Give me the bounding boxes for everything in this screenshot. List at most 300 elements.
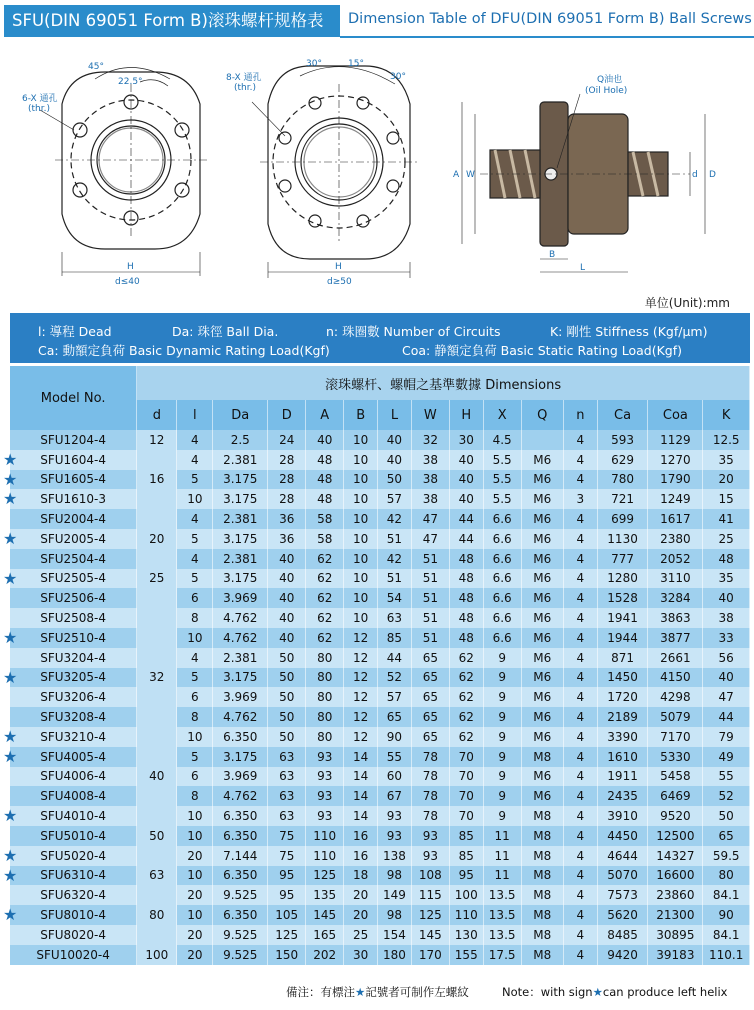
cell-x: 9	[483, 747, 521, 767]
cell-h: 62	[449, 687, 483, 707]
model-cell: SFU2508-4	[10, 608, 137, 628]
cell-l: 57	[378, 489, 412, 509]
cell-w: 51	[411, 549, 449, 569]
cell-d: 50	[268, 648, 306, 668]
model-cell: SFU3208-4	[10, 707, 137, 727]
cell-x: 6.6	[483, 549, 521, 569]
cell-h: 62	[449, 727, 483, 747]
thr-label-1: (thr.)	[28, 104, 50, 114]
cell-w: 32	[411, 430, 449, 450]
cell-w: 65	[411, 648, 449, 668]
cell-k: 40	[703, 588, 750, 608]
cell-n: 4	[563, 707, 597, 727]
cell-q: M6	[521, 628, 563, 648]
cell-d: 25	[137, 569, 177, 589]
cell-n: 4	[563, 588, 597, 608]
cell-coa: 2661	[648, 648, 703, 668]
cell-w: 38	[411, 489, 449, 509]
cell-l: 20	[177, 846, 213, 866]
cell-d: 50	[268, 668, 306, 688]
cell-n: 4	[563, 727, 597, 747]
cell-b: 12	[344, 727, 378, 747]
angle-label-15: 15°	[348, 59, 364, 69]
cell-l: 138	[378, 846, 412, 866]
cell-q	[521, 430, 563, 450]
cell-l: 10	[177, 628, 213, 648]
cell-ca: 1610	[597, 747, 648, 767]
table-row	[10, 430, 750, 450]
cell-l: 8	[177, 786, 213, 806]
header	[0, 0, 754, 40]
cell-a: 58	[306, 509, 344, 529]
cell-b: 12	[344, 648, 378, 668]
cell-k: 50	[703, 806, 750, 826]
column-header: W	[411, 400, 449, 430]
cell-k: 90	[703, 905, 750, 925]
model-cell: SFU2504-4	[10, 549, 137, 569]
cell-h: 48	[449, 549, 483, 569]
cell-b: 10	[344, 450, 378, 470]
cell-l: 10	[177, 826, 213, 846]
cell-ca: 8485	[597, 925, 648, 945]
model-cell: SFU3206-4	[10, 687, 137, 707]
cell-b: 10	[344, 608, 378, 628]
cell-h: 44	[449, 509, 483, 529]
star-icon: ★	[3, 865, 18, 885]
legend-da: Da: 珠徑 Ball Dia.	[171, 324, 279, 339]
model-cell: SFU1204-4	[10, 430, 137, 450]
d-cond-2: d≥50	[327, 277, 352, 287]
cell-coa: 7170	[648, 727, 703, 747]
cell-w: 65	[411, 707, 449, 727]
cell-q: M6	[521, 687, 563, 707]
cell-ca: 3910	[597, 806, 648, 826]
cell-h: 62	[449, 648, 483, 668]
table-row	[10, 648, 750, 668]
cell-q: M6	[521, 588, 563, 608]
star-icon: ★	[3, 568, 18, 588]
cell-h: 48	[449, 628, 483, 648]
technical-drawings	[0, 44, 754, 294]
cell-d: 50	[268, 687, 306, 707]
column-header: B	[344, 400, 378, 430]
cell-da: 4.762	[213, 628, 268, 648]
cell-l: 93	[378, 806, 412, 826]
cell-w: 115	[411, 885, 449, 905]
cell-a: 62	[306, 569, 344, 589]
cell-n: 4	[563, 687, 597, 707]
cell-h: 110	[449, 905, 483, 925]
cell-b: 10	[344, 588, 378, 608]
unit-label: 单位(Unit):mm	[644, 296, 730, 310]
cell-q: M6	[521, 668, 563, 688]
star-icon: ★	[3, 746, 18, 766]
cell-l: 51	[378, 569, 412, 589]
cell-w: 47	[411, 509, 449, 529]
cell-coa: 30895	[648, 925, 703, 945]
cell-l: 90	[378, 727, 412, 747]
cell-q: M8	[521, 747, 563, 767]
cell-h: 62	[449, 707, 483, 727]
cell-coa: 1129	[648, 430, 703, 450]
cell-h: 130	[449, 925, 483, 945]
column-header: H	[449, 400, 483, 430]
cell-b: 14	[344, 806, 378, 826]
cell-a: 165	[306, 925, 344, 945]
cell-l: 154	[378, 925, 412, 945]
star-icon: ★	[3, 469, 18, 489]
cell-b: 25	[344, 925, 378, 945]
cell-a: 80	[306, 687, 344, 707]
cell-h: 95	[449, 866, 483, 886]
cell-coa: 3877	[648, 628, 703, 648]
cell-k: 47	[703, 687, 750, 707]
model-cell: SFU4010-4	[10, 806, 137, 826]
cell-b: 14	[344, 747, 378, 767]
cell-k: 35	[703, 569, 750, 589]
cell-da: 3.969	[213, 588, 268, 608]
cell-l: 20	[177, 925, 213, 945]
model-cell: SFU2505-4	[10, 569, 137, 589]
cell-da: 9.525	[213, 945, 268, 965]
cell-q: M8	[521, 885, 563, 905]
cell-d	[137, 747, 177, 767]
table-row	[10, 826, 750, 846]
cell-x: 5.5	[483, 489, 521, 509]
cell-w: 170	[411, 945, 449, 965]
cell-x: 13.5	[483, 905, 521, 925]
cell-coa: 4298	[648, 687, 703, 707]
cell-a: 93	[306, 747, 344, 767]
h-label-2: H	[335, 262, 342, 272]
cell-da: 4.762	[213, 786, 268, 806]
cell-x: 9	[483, 727, 521, 747]
cell-b: 20	[344, 885, 378, 905]
cell-ca: 4644	[597, 846, 648, 866]
cell-d	[137, 648, 177, 668]
cell-x: 11	[483, 826, 521, 846]
dim-a-label: A	[453, 170, 460, 180]
cell-n: 4	[563, 450, 597, 470]
cell-ca: 721	[597, 489, 648, 509]
dims-header: 滚珠螺杆、螺帽之基準數據 Dimensions	[137, 366, 750, 400]
cell-coa: 5079	[648, 707, 703, 727]
star-icon: ★	[3, 905, 18, 925]
model-cell: SFU3204-4	[10, 648, 137, 668]
cell-d: 40	[268, 588, 306, 608]
cell-da: 9.525	[213, 925, 268, 945]
model-cell: SFU8010-4	[10, 905, 137, 925]
column-header: Ca	[597, 400, 648, 430]
cell-k: 44	[703, 707, 750, 727]
cell-b: 12	[344, 707, 378, 727]
cell-n: 3	[563, 489, 597, 509]
star-icon: ★	[3, 727, 18, 746]
table-row	[10, 866, 750, 886]
cell-coa: 1249	[648, 489, 703, 509]
cell-d: 100	[137, 945, 177, 965]
cell-n: 4	[563, 549, 597, 569]
cell-l: 8	[177, 608, 213, 628]
cell-b: 10	[344, 489, 378, 509]
cell-x: 11	[483, 866, 521, 886]
table-row	[10, 529, 750, 549]
cell-x: 11	[483, 846, 521, 866]
cell-d	[137, 925, 177, 945]
cell-l: 44	[378, 648, 412, 668]
cell-da: 2.381	[213, 450, 268, 470]
cell-h: 44	[449, 529, 483, 549]
model-cell: SFU4005-4	[10, 747, 137, 767]
cell-w: 65	[411, 668, 449, 688]
cell-ca: 1720	[597, 687, 648, 707]
cell-w: 108	[411, 866, 449, 886]
cell-a: 125	[306, 866, 344, 886]
table-row	[10, 470, 750, 490]
cell-d: 105	[268, 905, 306, 925]
cell-l: 42	[378, 549, 412, 569]
cell-h: 70	[449, 806, 483, 826]
cell-w: 47	[411, 529, 449, 549]
cell-q: M8	[521, 806, 563, 826]
cell-d	[137, 707, 177, 727]
table-row	[10, 668, 750, 688]
column-header: Da	[213, 400, 268, 430]
cell-d: 28	[268, 450, 306, 470]
cell-k: 49	[703, 747, 750, 767]
cell-l: 6	[177, 588, 213, 608]
table-row	[10, 925, 750, 945]
table-row	[10, 846, 750, 866]
legend	[10, 313, 750, 363]
cell-l: 42	[378, 509, 412, 529]
cell-q: M6	[521, 569, 563, 589]
cell-b: 10	[344, 549, 378, 569]
cell-ca: 4450	[597, 826, 648, 846]
cell-n: 4	[563, 786, 597, 806]
cell-d: 150	[268, 945, 306, 965]
cell-x: 9	[483, 707, 521, 727]
oil-hole-en: (Oil Hole)	[585, 86, 628, 96]
cell-h: 100	[449, 885, 483, 905]
cell-h: 40	[449, 450, 483, 470]
cell-n: 4	[563, 826, 597, 846]
cell-da: 2.381	[213, 549, 268, 569]
table-row	[10, 885, 750, 905]
cell-k: 79	[703, 727, 750, 747]
cell-d: 32	[137, 668, 177, 688]
holes-label-8: 8-X 通孔	[226, 73, 262, 83]
cell-x: 9	[483, 668, 521, 688]
cell-w: 65	[411, 687, 449, 707]
cell-l: 85	[378, 628, 412, 648]
cell-coa: 2380	[648, 529, 703, 549]
cell-k: 25	[703, 529, 750, 549]
column-header: l	[177, 400, 213, 430]
cell-l: 149	[378, 885, 412, 905]
table-row	[10, 687, 750, 707]
cell-d: 50	[137, 826, 177, 846]
column-header: A	[306, 400, 344, 430]
cell-da: 3.175	[213, 529, 268, 549]
cell-x: 6.6	[483, 529, 521, 549]
cell-d: 95	[268, 866, 306, 886]
table-row	[10, 806, 750, 826]
cell-d: 36	[268, 509, 306, 529]
cell-l: 6	[177, 767, 213, 787]
cell-k: 12.5	[703, 430, 750, 450]
cell-d: 40	[268, 608, 306, 628]
model-cell: SFU1605-4	[10, 470, 137, 490]
cell-w: 38	[411, 450, 449, 470]
star-icon: ★	[3, 449, 18, 469]
cell-a: 145	[306, 905, 344, 925]
cell-ca: 777	[597, 549, 648, 569]
table-row	[10, 608, 750, 628]
cell-w: 93	[411, 826, 449, 846]
cell-a: 202	[306, 945, 344, 965]
star-icon: ★	[3, 806, 18, 826]
cell-h: 48	[449, 608, 483, 628]
cell-da: 4.762	[213, 608, 268, 628]
cell-da: 3.969	[213, 687, 268, 707]
cell-d: 50	[268, 707, 306, 727]
cell-x: 9	[483, 806, 521, 826]
cell-d: 75	[268, 846, 306, 866]
cell-b: 20	[344, 905, 378, 925]
cell-l: 5	[177, 569, 213, 589]
header-rule	[340, 36, 754, 38]
cell-l: 6	[177, 687, 213, 707]
cell-l: 55	[378, 747, 412, 767]
cell-ca: 1528	[597, 588, 648, 608]
dim-w-label: W	[466, 170, 475, 180]
cell-ca: 5070	[597, 866, 648, 886]
cell-a: 48	[306, 470, 344, 490]
cell-da: 3.175	[213, 668, 268, 688]
cell-da: 6.350	[213, 905, 268, 925]
cell-n: 4	[563, 767, 597, 787]
cell-n: 4	[563, 470, 597, 490]
table-row	[10, 549, 750, 569]
model-cell: SFU10020-4	[10, 945, 137, 965]
cell-n: 4	[563, 806, 597, 826]
cell-da: 2.5	[213, 430, 268, 450]
cell-h: 155	[449, 945, 483, 965]
cell-coa: 14327	[648, 846, 703, 866]
cell-l: 5	[177, 747, 213, 767]
cell-da: 4.762	[213, 707, 268, 727]
model-cell: SFU1604-4	[10, 450, 137, 470]
cell-w: 51	[411, 569, 449, 589]
model-cell: SFU4006-4	[10, 767, 137, 787]
legend-ca: Ca: 動額定負荷 Basic Dynamic Rating Load(Kgf)	[38, 343, 330, 358]
cell-h: 70	[449, 767, 483, 787]
table-row	[10, 767, 750, 787]
cell-coa: 16600	[648, 866, 703, 886]
cell-l: 98	[378, 905, 412, 925]
cell-da: 3.175	[213, 470, 268, 490]
cell-coa: 1790	[648, 470, 703, 490]
cell-d: 95	[268, 885, 306, 905]
table-row	[10, 905, 750, 925]
cell-n: 4	[563, 846, 597, 866]
h-label-1: H	[127, 262, 134, 272]
model-cell: SFU3205-4	[10, 668, 137, 688]
cell-k: 65	[703, 826, 750, 846]
table-row	[10, 628, 750, 648]
cell-ca: 2189	[597, 707, 648, 727]
cell-da: 9.525	[213, 885, 268, 905]
cell-b: 12	[344, 668, 378, 688]
cell-l: 54	[378, 588, 412, 608]
table-row	[10, 489, 750, 509]
cell-a: 48	[306, 489, 344, 509]
holes-label-6: 6-X 通孔	[22, 94, 58, 104]
cell-l: 5	[177, 529, 213, 549]
cell-x: 9	[483, 687, 521, 707]
cell-da: 3.175	[213, 569, 268, 589]
cell-x: 6.6	[483, 588, 521, 608]
cell-coa: 6469	[648, 786, 703, 806]
cell-da: 6.350	[213, 826, 268, 846]
cell-a: 80	[306, 648, 344, 668]
star-icon: ★	[592, 985, 603, 999]
star-icon: ★	[355, 985, 366, 999]
cell-coa: 3863	[648, 608, 703, 628]
cell-x: 17.5	[483, 945, 521, 965]
cell-k: 56	[703, 648, 750, 668]
ballscrew-side-view	[462, 94, 705, 272]
cell-d: 28	[268, 470, 306, 490]
cell-ca: 629	[597, 450, 648, 470]
cell-da: 3.175	[213, 489, 268, 509]
cell-b: 12	[344, 687, 378, 707]
cell-l: 20	[177, 945, 213, 965]
cell-ca: 3390	[597, 727, 648, 747]
cell-w: 51	[411, 588, 449, 608]
cell-d	[137, 588, 177, 608]
cell-q: M6	[521, 727, 563, 747]
cell-n: 4	[563, 885, 597, 905]
cell-coa: 23860	[648, 885, 703, 905]
cell-n: 4	[563, 668, 597, 688]
cell-a: 62	[306, 608, 344, 628]
model-cell: SFU2005-4	[10, 529, 137, 549]
cell-a: 62	[306, 588, 344, 608]
cell-w: 78	[411, 767, 449, 787]
cell-n: 4	[563, 648, 597, 668]
cell-d: 40	[137, 767, 177, 787]
cell-n: 4	[563, 747, 597, 767]
flange-front-view-8-hole	[252, 66, 418, 278]
cell-coa: 5458	[648, 767, 703, 787]
cell-n: 4	[563, 866, 597, 886]
cell-a: 80	[306, 668, 344, 688]
cell-d: 20	[137, 529, 177, 549]
model-cell: SFU2506-4	[10, 588, 137, 608]
cell-l: 10	[177, 489, 213, 509]
cell-d	[137, 806, 177, 826]
legend-l: l: 導程 Dead	[38, 324, 112, 339]
cell-coa: 9520	[648, 806, 703, 826]
cell-ca: 1280	[597, 569, 648, 589]
cell-d: 63	[268, 767, 306, 787]
cell-da: 3.175	[213, 747, 268, 767]
model-cell: SFU2004-4	[10, 509, 137, 529]
cell-d: 28	[268, 489, 306, 509]
legend-coa: Coa: 静額定負荷 Basic Static Rating Load(Kgf)	[401, 343, 683, 358]
